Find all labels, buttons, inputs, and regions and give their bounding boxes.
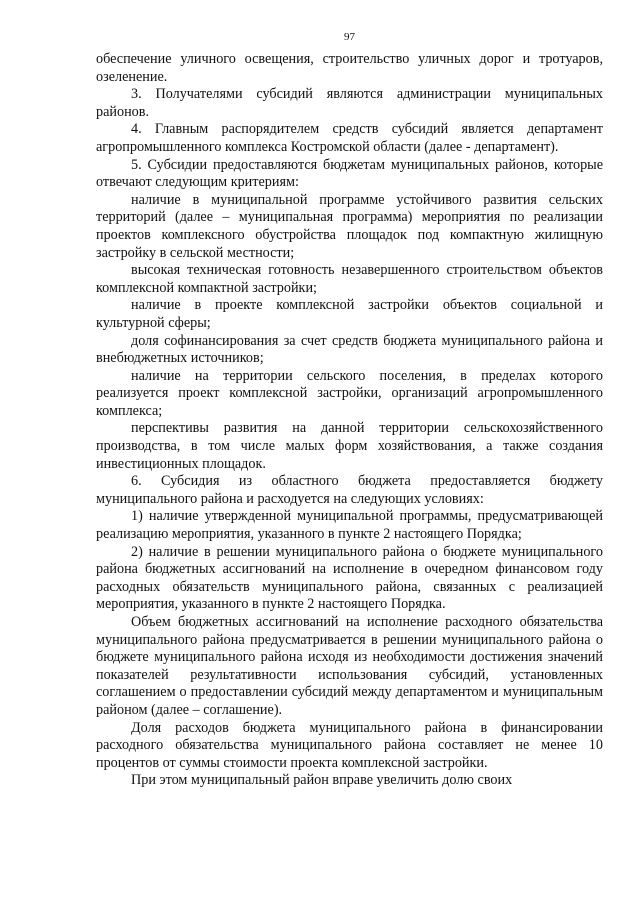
condition-item-1: 1) наличие утвержденной муниципальной программы, предусматривающей реализацию мероприятия, указанного в пункте 2 настоящего Порядка; bbox=[96, 508, 603, 543]
paragraph-item-5: 5. Субсидии предоставляются бюджетам муниципальных районов, которые отвечают следующим критериям: bbox=[96, 156, 603, 191]
body-paragraph: Доля расходов бюджета муниципального района в финансировании расходного обязательства муниципального района составляет не менее 10 процентов от суммы стоимости проекта комплексной застройки. bbox=[96, 719, 603, 771]
body-paragraph: При этом муниципальный район вправе увеличить долю своих bbox=[131, 772, 513, 789]
page-number: 97 bbox=[344, 31, 355, 43]
condition-item-2: 2) наличие в решении муниципального района о бюджете муниципального района бюджетных ассигнований на исполнение в очередном финансовом году расходных обязательств муниципального района, связанных с реализацией мероприятия, указанного в пункте 2 настоящего Порядка. bbox=[96, 543, 603, 613]
paragraph-item-6: 6. Субсидия из областного бюджета предоставляется бюджету муниципального района и расходуется на следующих условиях: bbox=[96, 473, 603, 507]
criterion-paragraph: высокая техническая готовность незавершенного строительством объектов комплексной компактной застройки; bbox=[96, 262, 603, 296]
document-body bbox=[96, 51, 603, 790]
paragraph-item-3: 3. Получателями субсидий являются администрации муниципальных районов. bbox=[96, 86, 603, 120]
criterion-paragraph: наличие в муниципальной программе устойчивого развития сельских территорий (далее – муниципальная программа) мероприятия по реализации проектов комплексного обустройства площадок под компактную жилищную застройку в сельской местности; bbox=[96, 191, 603, 261]
paragraph-item-4: 4. Главным распорядителем средств субсидий является департамент агропромышленного комплекса Костромской области (далее - департамент). bbox=[96, 121, 603, 155]
criterion-paragraph: наличие на территории сельского поселения, в пределах которого реализуется проект комплексной застройки, организаций агропромышленного комплекса; bbox=[96, 367, 603, 419]
criterion-paragraph: наличие в проекте комплексной застройки объектов социальной и культурной сферы; bbox=[96, 297, 603, 331]
body-paragraph: Объем бюджетных ассигнований на исполнение расходного обязательства муниципального района предусматривается в решении муниципального района о бюджете муниципального района исходя из необходимости достижения значений показателей результативности использования субсидий, установленных соглашением о предоставлении субсидий между департаментом и муниципальным районом (далее – соглашение). bbox=[96, 614, 603, 718]
paragraph-continuation: обеспечение уличного освещения, строительство уличных дорог и тротуаров, озеленение. bbox=[96, 51, 603, 85]
criterion-paragraph: перспективы развития на данной территории сельскохозяйственного производства, в том числе малых форм хозяйствования, а также создания инвестиционных площадок. bbox=[96, 420, 603, 472]
criterion-paragraph: доля софинансирования за счет средств бюджета муниципального района и внебюджетных источников; bbox=[96, 332, 603, 367]
